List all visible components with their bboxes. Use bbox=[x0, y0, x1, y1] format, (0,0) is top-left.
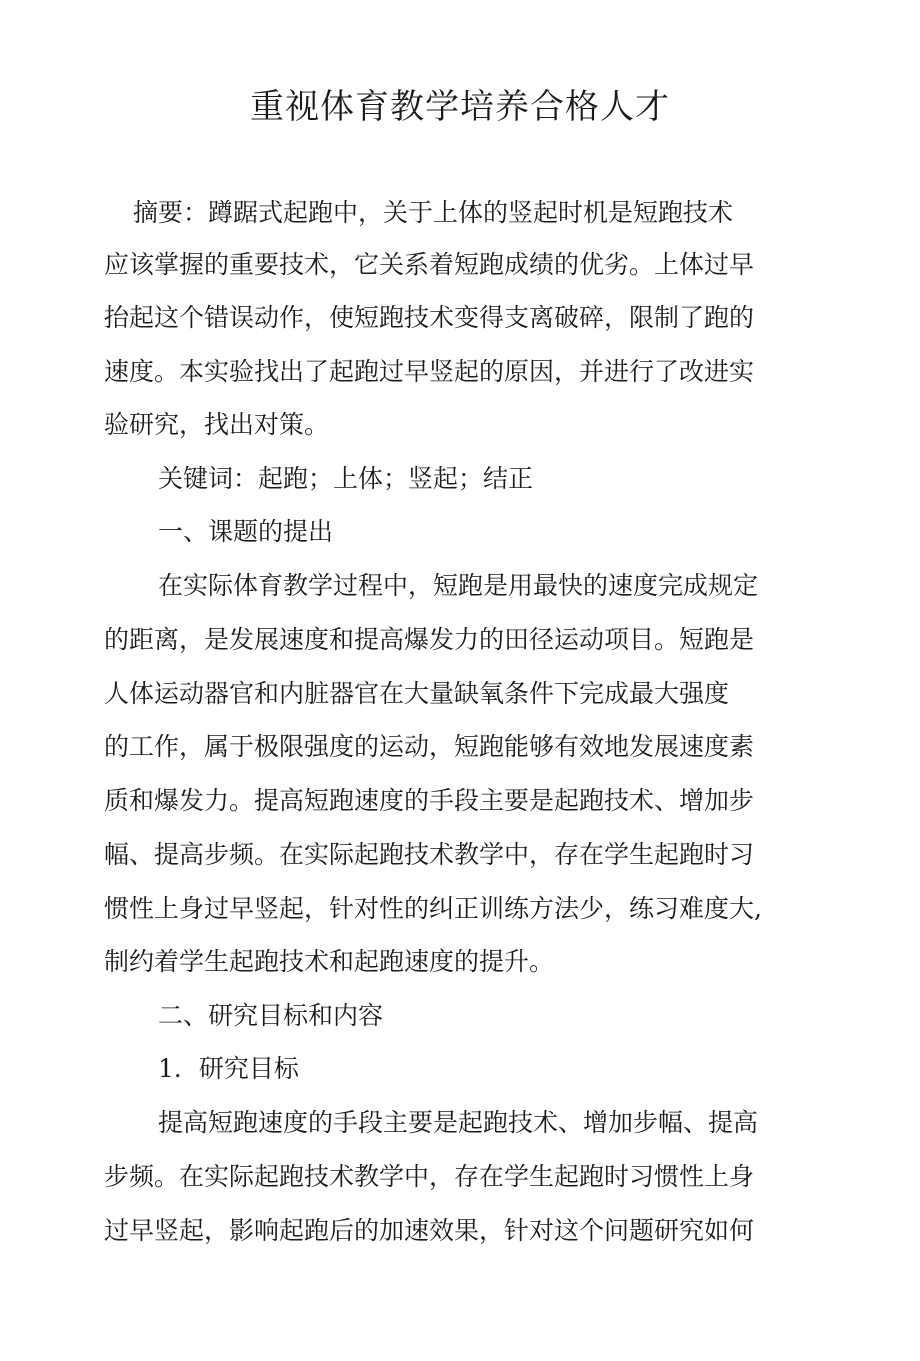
abstract-line-5: 验研究，找出对策。 bbox=[104, 410, 330, 439]
body-line: 提高短跑速度的手段主要是起跑技术、增加步幅、提高 bbox=[158, 1108, 759, 1137]
keywords-line: 关键词：起跑；上体；竖起；结正 bbox=[158, 464, 534, 493]
body-line: 质和爆发力。提高短跑速度的手段主要是起跑技术、增加步 bbox=[104, 786, 755, 815]
body-line: 的距离，是发展速度和提高爆发力的田径运动项目。短跑是 bbox=[104, 625, 755, 654]
body-line: 过早竖起，影响起跑后的加速效果，针对这个问题研究如何 bbox=[104, 1216, 755, 1245]
section-heading-1: 一、课题的提出 bbox=[158, 517, 334, 546]
body-line: 在实际体育教学过程中，短跑是用最快的速度完成规定 bbox=[158, 571, 759, 600]
body-line: 制约着学生起跑技术和起跑速度的提升。 bbox=[104, 947, 555, 976]
subsection-heading-1: 1．研究目标 bbox=[158, 1054, 299, 1083]
body-line: 的工作，属于极限强度的运动，短跑能够有效地发展速度素 bbox=[104, 732, 755, 761]
body-line: 幅、提高步频。在实际起跑技术教学中，存在学生起跑时习 bbox=[104, 840, 755, 869]
abstract-line-4: 速度。本实验找出了起跑过早竖起的原因，并进行了改进实 bbox=[104, 357, 755, 386]
abstract-line-2: 应该掌握的重要技术，它关系着短跑成绩的优劣。上体过早 bbox=[104, 250, 755, 279]
body-line: 人体运动器官和内脏器官在大量缺氧条件下完成最大强度 bbox=[104, 679, 730, 708]
section-heading-2: 二、研究目标和内容 bbox=[158, 1001, 384, 1030]
document-title: 重视体育教学培养合格人才 bbox=[250, 87, 670, 127]
body-line: 惯性上身过早竖起，针对性的纠正训练方法少，练习难度大, bbox=[104, 894, 762, 923]
body-line: 步频。在实际起跑技术教学中，存在学生起跑时习惯性上身 bbox=[104, 1162, 755, 1191]
abstract-line-3: 抬起这个错误动作，使短跑技术变得支离破碎，限制了跑的 bbox=[104, 303, 755, 332]
abstract-line-1: 摘要：蹲踞式起跑中，关于上体的竖起时机是短跑技术 bbox=[133, 198, 734, 227]
